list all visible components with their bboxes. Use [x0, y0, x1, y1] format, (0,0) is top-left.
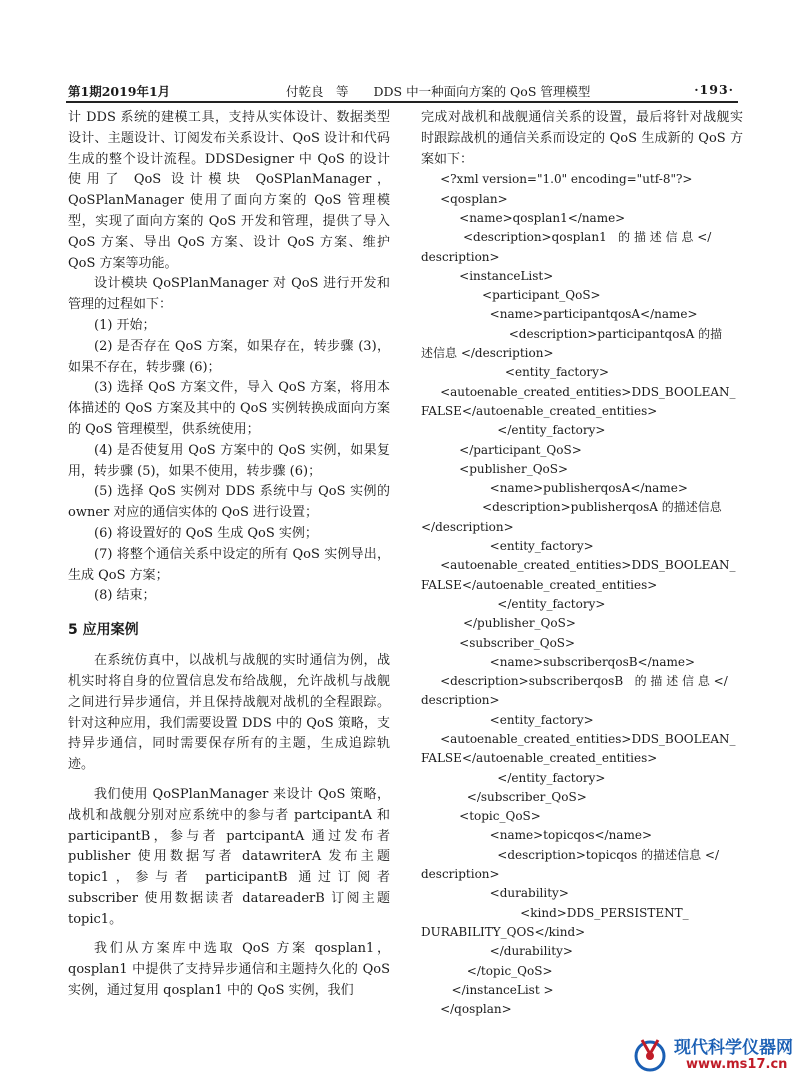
- code-line: </participant_QoS>: [421, 442, 582, 457]
- code-line: </entity_factory>: [421, 423, 606, 438]
- code-line: description>: [421, 867, 500, 882]
- case-paragraph-2: 我们使用 QoSPlanManager 来设计 QoS 策略，战机和战舰分别对应系统中的参与者 partcipantA 和 participantB，参与者 partcipantA 通过发布者 publisher 使用数据写者 datawriterA 发布主题 topic1，参与者 participantB 通过订阅者 subscriber 使用数据读者 datareaderB 订阅主题 topic1。: [68, 786, 390, 927]
- code-line: description>: [421, 249, 500, 264]
- running-header: [68, 82, 736, 102]
- right-column: [421, 108, 743, 1019]
- code-line: <publisher_QoS>: [421, 461, 569, 476]
- issue-date: 第1期2019年1月: [68, 84, 171, 99]
- code-line: 述信息 </description>: [421, 346, 554, 361]
- code-line: <entity_factory>: [421, 365, 609, 380]
- watermark-url: www.ms17.cn: [686, 1057, 788, 1072]
- code-line: FALSE</autoenable_created_entities>: [421, 577, 658, 592]
- step-1: (1) 开始；: [94, 317, 156, 333]
- code-line: <?xml version="1.0" encoding="utf-8"?>: [421, 172, 693, 187]
- code-line: <name>participantqosA</name>: [421, 307, 698, 322]
- code-line: <description>qosplan1 的 描 述 信 息 </: [421, 230, 712, 245]
- code-line: FALSE</autoenable_created_entities>: [421, 403, 658, 418]
- code-line: <kind>DDS_PERSISTENT_: [421, 905, 689, 920]
- logo-mark-icon: [632, 1036, 668, 1072]
- code-line: <description>subscriberqosB 的 描 述 信 息 </: [421, 674, 728, 689]
- code-line: <autoenable_created_entities>DDS_BOOLEAN_: [421, 384, 736, 399]
- code-line: <subscriber_QoS>: [421, 635, 576, 650]
- code-line: </entity_factory>: [421, 770, 606, 785]
- page-number: ·193·: [694, 82, 734, 97]
- code-line: <durability>: [421, 886, 569, 901]
- code-line: <entity_factory>: [421, 539, 594, 554]
- right-intro-paragraph: 完成对战机和战舰通信关系的设置，最后将针对战舰实时跟踪战机的通信关系而设定的 QoS 生成新的 QoS 方案如下：: [421, 110, 743, 167]
- code-line: <topic_QoS>: [421, 809, 541, 824]
- step-7: (7) 将整个通信关系中设定的所有 QoS 实例导出，生成 QoS 方案；: [68, 546, 390, 583]
- code-line: <name>qosplan1</name>: [421, 210, 626, 225]
- code-line: </qosplan>: [421, 1002, 512, 1017]
- watermark-logo: [630, 1030, 794, 1080]
- step-6: (6) 将设置好的 QoS 生成 QoS 实例；: [94, 525, 318, 541]
- code-line: </instanceList >: [421, 982, 554, 997]
- code-line: <qosplan>: [421, 191, 508, 206]
- code-line: FALSE</autoenable_created_entities>: [421, 751, 658, 766]
- process-intro: 设计模块 QoSPlanManager 对 QoS 进行开发和管理的过程如下：: [68, 276, 390, 313]
- step-5: (5) 选择 QoS 实例对 DDS 系统中与 QoS 实例的 owner 对应的通信实体的 QoS 进行设置；: [68, 484, 390, 521]
- watermark-name: 现代科学仪器网: [674, 1038, 793, 1058]
- step-4: (4) 是否使复用 QoS 方案中的 QoS 实例，如果复用，转步骤 (5)，如果不使用，转步骤 (6)；: [68, 442, 390, 479]
- code-line: </description>: [421, 519, 514, 534]
- case-paragraph-3: 我们从方案库中选取 QoS 方案 qosplan1，qosplan1 中提供了支持异步通信和主题持久化的 QoS 实例，通过复用 qosplan1 中的 QoS 实例，我们: [68, 941, 390, 999]
- code-line: </entity_factory>: [421, 596, 606, 611]
- case-paragraph-1: 在系统仿真中，以战机与战舰的实时通信为例，战机实时将自身的位置信息发布给战舰，允许战机与战舰之间进行异步通信，并且保持战舰对战机的全程跟踪。针对这种应用，我们需要设置 DDS 中的 QoS 策略，支持异步通信，同时需要保存所有的主题，生成追踪轨迹。: [68, 653, 390, 773]
- xml-code-listing: [421, 170, 743, 1019]
- section-heading: 5 应用案例: [68, 622, 139, 639]
- code-line: <autoenable_created_entities>DDS_BOOLEAN_: [421, 558, 736, 573]
- code-line: <participant_QoS>: [421, 288, 601, 303]
- code-line: </subscriber_QoS>: [421, 789, 587, 804]
- code-line: DURABILITY_QOS</kind>: [421, 924, 586, 939]
- code-line: <name>publisherqosA</name>: [421, 481, 688, 496]
- code-line: </publisher_QoS>: [421, 616, 576, 631]
- code-line: <name>topicqos</name>: [421, 828, 652, 843]
- code-line: </durability>: [421, 944, 573, 959]
- step-8: (8) 结束；: [94, 588, 156, 604]
- code-line: <description>publisherqosA 的描述信息: [421, 500, 722, 515]
- code-line: </topic_QoS>: [421, 963, 553, 978]
- step-2: (2) 是否存在 QoS 方案，如果存在，转步骤 (3)，如果不存在，转步骤 (6)；: [68, 338, 390, 375]
- code-line: <description>topicqos 的描述信息 </: [421, 847, 720, 862]
- running-title: 付乾良 等 DDS 中一种面向方案的 QoS 管理模型: [286, 84, 591, 99]
- code-line: description>: [421, 693, 500, 708]
- header-rule: [66, 101, 738, 103]
- code-line: <instanceList>: [421, 268, 554, 283]
- code-line: <name>subscriberqosB</name>: [421, 654, 696, 669]
- step-3: (3) 选择 QoS 方案文件，导入 QoS 方案，将用本体描述的 QoS 方案及其中的 QoS 实例转换成面向方案的 QoS 管理模型，供系统使用；: [68, 380, 390, 437]
- code-line: <autoenable_created_entities>DDS_BOOLEAN_: [421, 732, 736, 746]
- code-line: <description>participantqosA 的描: [421, 326, 723, 341]
- left-column: [68, 108, 390, 1002]
- code-line: <entity_factory>: [421, 712, 594, 727]
- intro-paragraph: 计 DDS 系统的建模工具，支持从实体设计、数据类型设计、主题设计、订阅发布关系设计、QoS 设计和代码生成的整个设计流程。DDSDesigner 中 QoS 的设计使用了 QoS 设计模块 QoSPlanManager，QoSPlanManager 使用了面向方案的 QoS 管理模型，实现了面向方案的 QoS 开发和管理，提供了导入 QoS 方案、导出 QoS 方案、设计 QoS 方案、维护 QoS 方案等功能。: [68, 110, 390, 271]
